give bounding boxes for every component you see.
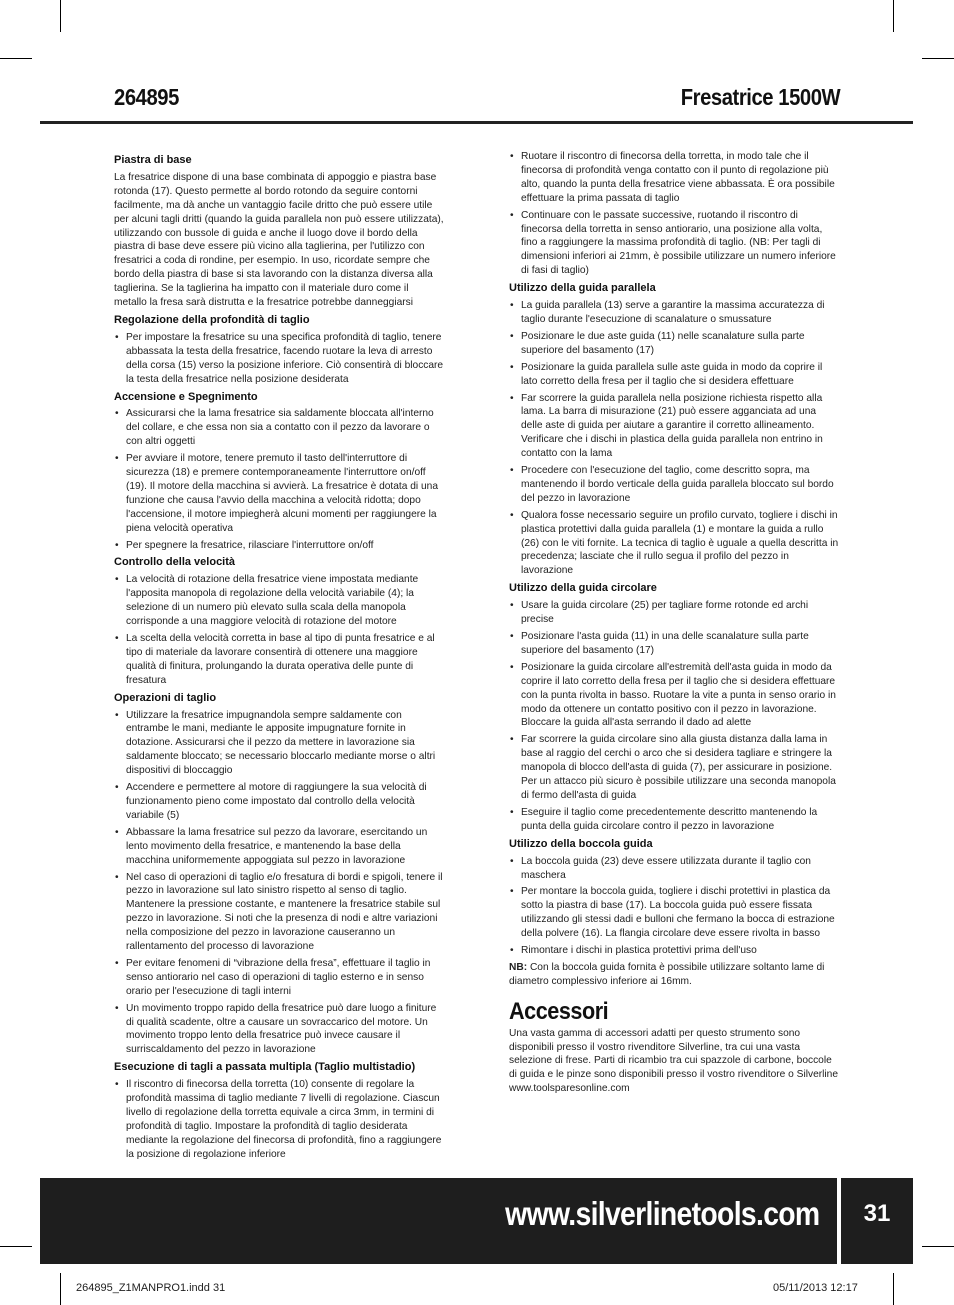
list-item: • Far scorrere la guida parallela nella posizione richiesta rispetto alla lama. La barra di misurazione (21) può essere agganciata ad una delle aste di guida per aiutare a garantire il corretto allineamento. Verificare che i dischi in plastica della guida parallela non entrino in contatto con la lama xyxy=(509,392,839,462)
list-item: • Posizionare l'asta guida (11) in una delle scanalature sulla parte superiore del basamento (17) xyxy=(509,630,839,658)
list-item: • Qualora fosse necessario seguire un profilo curvato, togliere i dischi in plastica protettivi dalla guida parallela (1) e montare la guida a rullo (26) con le viti fornite. La tecnica di taglio è uguale a quella descritta in precedenza; lasciate che il rullo segua il profilo del pezzo in lavorazione xyxy=(509,509,839,579)
list-item: • La boccola guida (23) deve essere utilizzata durante il taglio con maschera xyxy=(509,855,839,883)
crop-mark xyxy=(893,1273,894,1305)
crop-mark xyxy=(922,58,954,59)
right-column xyxy=(509,150,839,1099)
list-item: • Per impostare la fresatrice su una specifica profondità di taglio, tenere abbassata la testa della fresatrice, facendo ruotare la leva di arresto della corsa (15) verso la posizione inferiore. Ciò consentirà di bloccare la testa della fresatrice nella posizione desiderata xyxy=(114,331,444,387)
list-item: • Per montare la boccola guida, togliere i dischi protettivi in plastica da sotto la piastra di base (17). La boccola guida può essere fissata utilizzando gli stessi dadi e bulloni che fermano la bocca di estrazione della polvere (16). La flangia circolare deve essere rivolta in basso xyxy=(509,885,839,941)
bullet-list xyxy=(509,855,839,958)
list-item: • Nel caso di operazioni di taglio e/o fresatura di bordi e spigoli, tenere il pezzo in lavorazione sul lato sinistro rispetto al senso di taglio. Mantenere la pressione costante, e mantenere la fresatrice stabile sul pezzo in lavorazione. Si noti che la presenza di nodi e altre variazioni nella composizione del pezzo in lavorazione causeranno un rallentamento del processo di lavorazione xyxy=(114,871,444,954)
list-item: • La guida parallela (13) serve a garantire la massima accuratezza di taglio durante l'esecuzione di scanalature o smussature xyxy=(509,299,839,327)
list-item: • La scelta della velocità corretta in base al tipo di punta fresatrice e al tipo di materiale da lavorare consentirà di ottenere una maggiore qualità di finitura, prolungando la durata operativa delle punte di fresatura xyxy=(114,632,444,688)
bullet-list xyxy=(509,299,839,578)
section-heading: Operazioni di taglio xyxy=(114,691,217,704)
crop-mark xyxy=(60,0,61,32)
list-item: • Il riscontro di finecorsa della torretta (10) consente di regolare la profondità massima di taglio mediante 7 livelli di regolazione. Ciascun livello di regolazione della torretta equivale a circa 3mm, in termini di profondità di taglio. Impostare la profondità di taglio desiderata mediante la regolazione del finecorsa di profondità, fino a raggiungere la posizione di regolazione inferiore xyxy=(114,1078,444,1161)
list-item: • Far scorrere la guida circolare sino alla giusta distanza dalla lama in base al raggio del cerchi o arco che si desidera tagliare e stringere la manopola di blocco dell'asta di guida (7), per assicurare in posizione. Per un attacco più sicuro è possibile utilizzare una seconda manopola di fermo dell'asta di guida xyxy=(509,733,839,803)
paragraph: La fresatrice dispone di una base combinata di appoggio e piastra base rotonda (17). Questo permette al bordo rotondo da seguire contorni facilmente, ma dà anche un vantaggio facile dritto che può essere utile per alcuni tagli dritti (quando la guida parallela non può essere utilizzata), utilizzando con bussole di guida e anche il luogo dove il bordo della piastra di base deve essere più vicino alla taglierina, per l'utilizzo con fresatrici a coda di rondine, per esempio. In uso, ricordate sempre che bordo della piastra di base si sta lavorando con la distanza diversa alla taglierina. Se la taglierina ha impatto con il materiale duro come il metallo la fresa sarà distrutta e la fresatrice potrebbe danneggiarsi xyxy=(114,171,444,309)
header-rule xyxy=(40,121,913,124)
list-item: • Procedere con l'esecuzione del taglio, come descritto sopra, ma mantenendo il bordo verticale della guida parallela bloccato sul bordo del pezzo in lavorazione xyxy=(509,464,839,506)
list-item: • Per evitare fenomeni di “vibrazione della fresa”, effettuare il taglio in senso antiorario nel caso di operazioni di taglio esterno e in senso orario per l'esecuzione di tagli interni xyxy=(114,957,444,999)
bullet-list xyxy=(114,1078,444,1161)
crop-mark xyxy=(60,1273,61,1305)
bullet-list xyxy=(509,150,839,278)
left-column xyxy=(114,150,444,1165)
bullet-list xyxy=(114,331,444,387)
slug-datetime: 05/11/2013 12:17 xyxy=(773,1282,858,1294)
crop-mark xyxy=(893,0,894,32)
bullet-list xyxy=(114,709,444,1058)
list-item: • Abbassare la lama fresatrice sul pezzo da lavorare, esercitando un lento movimento della fresatrice, e mantenendo la base della macchina uniformemente appoggiata sul pezzo in lavorazione xyxy=(114,826,444,868)
slug-file: 264895_Z1MANPRO1.indd 31 xyxy=(76,1282,226,1294)
list-item: • La velocità di rotazione della fresatrice viene impostata mediante l'apposita manopola di regolazione della velocità variabile (4); la selezione di un numero più elevato sulla scala della manopola corrisponde a una maggiore velocità di rotazione del motore xyxy=(114,573,444,629)
section-heading: Controllo della velocità xyxy=(114,556,236,569)
list-item: • Rimontare i dischi in plastica protettivi prima dell'uso xyxy=(509,944,839,958)
list-item: • Un movimento troppo rapido della fresatrice può dare luogo a finiture di qualità scadente, oltre a causare un sovraccarico del motore. Un movimento troppo lento della fresatrice può invece causare il surriscaldamento del pezzo in lavorazione xyxy=(114,1002,444,1058)
paragraph: Una vasta gamma di accessori adatti per questo strumento sono disponibili presso il vostro rivenditore Silverline, tra cui una vasta selezione di frese. Parti di ricambio tra cui spazzole di carbone, boccole di guida e le pinze sono disponibili presso il vostro rivenditore o Silverline www.toolsparesonline.com xyxy=(509,1027,839,1095)
section-heading: Utilizzo della boccola guida xyxy=(509,837,653,850)
note-label: NB: xyxy=(509,961,528,973)
section-heading: Utilizzo della guida parallela xyxy=(509,282,656,295)
list-item: • Per avviare il motore, tenere premuto il tasto dell'interruttore di sicurezza (18) e premere contemporaneamente l'interruttore on/off (19). Il motore della macchina si avvierà. La fresatrice è dotata di una funzione che causa l'avvio della macchina a velocità ridotta; dopo l'accensione, il motore impiegherà alcuni momenti per raggiungere la piena velocità operativa xyxy=(114,452,444,535)
bullet-list xyxy=(114,573,444,687)
accessories-heading: Accessori xyxy=(509,997,609,1025)
crop-mark xyxy=(922,1246,954,1247)
crop-mark xyxy=(0,1246,32,1247)
footer-url[interactable]: www.silverlinetools.com xyxy=(504,1195,819,1232)
section-heading: Regolazione della profondità di taglio xyxy=(114,313,310,326)
list-item: • Posizionare la guida parallela sulle aste guida in modo da coprire il lato corretto della fresa per il taglio che si desidera effettuare xyxy=(509,361,839,389)
product-code: 264895 xyxy=(114,84,179,110)
list-item: • Utilizzare la fresatrice impugnandola sempre saldamente con entrambe le mani, mediante le apposite impugnature fornite in dotazione. Assicurarsi che il pezzo da mettere in lavorazione sia saldamente bloccato; se necessario bloccarlo mediante morse o altri dispositivi di bloccaggio xyxy=(114,709,444,779)
crop-mark xyxy=(0,58,32,59)
list-item: • Usare la guida circolare (25) per tagliare forme rotonde ed archi precise xyxy=(509,599,839,627)
list-item: • Assicurarsi che la lama fresatrice sia saldamente bloccata all'interno del collare, e che essa non sia a contatto con il pezzo da lavorare o con altri oggetti xyxy=(114,407,444,449)
section-heading: Esecuzione di tagli a passata multipla (Taglio multistadio) xyxy=(114,1061,416,1074)
page-title: Fresatrice 1500W xyxy=(680,84,840,110)
list-item: • Ruotare il riscontro di finecorsa della torretta, in modo tale che il finecorsa di profondità venga contatto con il punto di regolazione più alto, quando la punta della fresatrice viene abbassata. È ora possibile effettuare la prima passata di taglio xyxy=(509,150,839,206)
section-heading: Accensione e Spegnimento xyxy=(114,390,258,403)
footer-bar xyxy=(40,1178,837,1264)
list-item: • Posizionare la guida circolare all'estremità dell'asta guida in modo da coprire il lato corretto della fresa per il taglio che si desidera effettuare con la punta rivolta in basso. Ruotare la vite a punta in senso orario in modo da ottenere un contatto positivo con il pezzo in lavorazione. Bloccare la guida all'asta serrando il dado ad alette xyxy=(509,661,839,731)
list-item: • Per spegnere la fresatrice, rilasciare l'interruttore on/off xyxy=(114,539,444,553)
note xyxy=(509,961,839,989)
page-number: 31 xyxy=(841,1178,913,1264)
note-text: Con la boccola guida fornita è possibile utilizzare soltanto lame di diametro complessivo inferiore ai 16mm. xyxy=(509,961,825,987)
section-heading: Piastra di base xyxy=(114,154,192,166)
list-item: • Continuare con le passate successive, ruotando il riscontro di finecorsa della torretta in senso antiorario, una posizione alla volta, fino a raggiungere la massima profondità di taglio. (NB: Per tagli di dimensioni inferiori ai 21mm, è possibile utilizzare un numero inferiore di fasi di taglio) xyxy=(509,209,839,279)
list-item: • Posizionare le due aste guida (11) nelle scanalature sulla parte superiore del basamento (17) xyxy=(509,330,839,358)
bullet-list xyxy=(509,599,839,834)
section-heading: Utilizzo della guida circolare xyxy=(509,582,657,595)
list-item: • Accendere e permettere al motore di raggiungere la sua velocità di funzionamento pieno come impostato dal controllo della velocità variabile (5) xyxy=(114,781,444,823)
bullet-list xyxy=(114,407,444,552)
list-item: • Eseguire il taglio come precedentemente descritto mantenendo la punta della guida circolare contro il pezzo in lavorazione xyxy=(509,806,839,834)
